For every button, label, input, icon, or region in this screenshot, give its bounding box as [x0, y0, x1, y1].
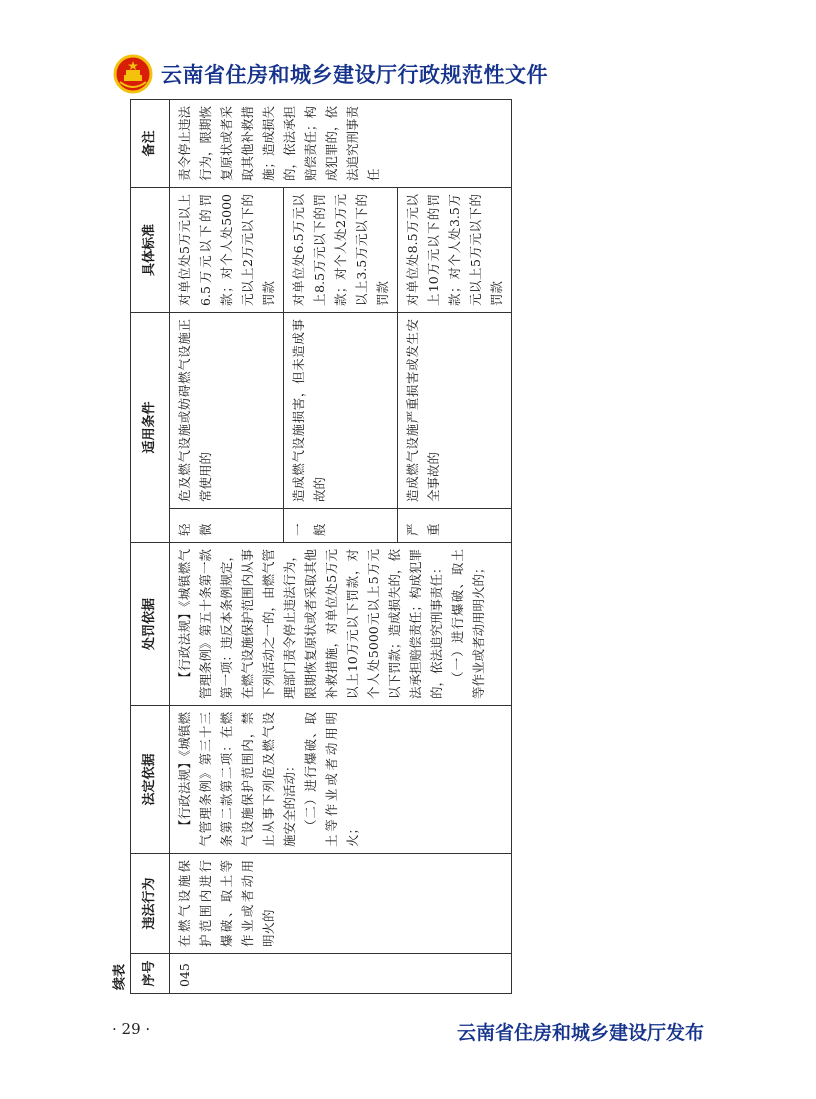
continued-label: 续表: [112, 963, 128, 991]
condition-severe: 造成燃气设施严重损害或发生安全事故的: [398, 312, 512, 508]
standard-general: 对单位处6.5万元以上8.5万元以下的罚款；对个人处2万元以上3.5万元以下的罚款: [284, 187, 398, 312]
table-row: [170, 99, 284, 993]
column-header-remarks: 备注: [131, 99, 170, 187]
condition-minor: 危及燃气设施或妨碍燃气设施正常使用的: [170, 312, 284, 508]
penalty-table-frame: [130, 100, 504, 994]
violation-cell: 在燃气设施保护范围内进行爆破、取土等作业或者动用明火的: [170, 854, 512, 954]
row-number: 045: [170, 954, 512, 994]
penalty-table-rotated: [130, 100, 504, 994]
column-header-standard: 具体标准: [131, 187, 170, 312]
level-general: 一般: [284, 509, 398, 543]
legal-basis-sub: （二）进行爆破、取土等作业或者动用明火；: [303, 712, 360, 847]
column-header-violation: 违法行为: [131, 854, 170, 954]
standard-severe: 对单位处8.5万元以上10万元以下的罚款；对个人处3.5万元以上5万元以下的罚款: [398, 187, 512, 312]
column-header-penalty-basis: 处罚依据: [131, 543, 170, 706]
table-header-row: [131, 99, 170, 993]
column-header-legal-basis: 法定依据: [131, 706, 170, 854]
remarks-cell: 责令停止违法行为，限期恢复原状或者采取其他补救措施；造成损失的，依法承担赔偿责任；构成犯罪的，依法追究刑事责任: [170, 99, 512, 187]
publisher-footer: 云南省住房和城乡建设厅发布: [456, 1022, 704, 1044]
column-header-index: 序号: [131, 954, 170, 994]
header-title: 云南省住房和城乡建设厅行政规范性文件: [161, 63, 548, 87]
page-number: · 29 ·: [112, 1020, 151, 1038]
penalty-basis-cell: [170, 543, 512, 706]
level-minor: 轻微: [170, 509, 284, 543]
column-header-condition: 适用条件: [131, 312, 170, 542]
legal-basis-main: 【行政法规】《城镇燃气管理条例》第三十三条第二款第二项：在燃气设施保护范围内，禁止从事下列危及燃气设施安全的活动：: [177, 712, 297, 847]
legal-basis-cell: [170, 706, 512, 854]
national-emblem-icon: [113, 54, 153, 94]
condition-general: 造成燃气设施损害，但未造成事故的: [284, 312, 398, 508]
level-severe: 严重: [398, 509, 512, 543]
penalty-basis-sub: （一）进行爆破、取土等作业或者动用明火的；: [450, 549, 486, 699]
penalty-table: [130, 99, 512, 994]
penalty-basis-main: 【行政法规】《城镇燃气管理条例》第五十条第一款第一项：违反本条例规定，在燃气设施保护范围内从事下列活动之一的，由燃气管理部门责令停止违法行为，限期恢复原状或者采取其他补救措施，对单位处5万元以上10万元以下罚款，对个人处5000元以上5万元以下罚款；造成损失的，依法承担赔偿责任；构成犯罪的，依法追究刑事责任：: [177, 548, 444, 699]
page-header: [113, 52, 548, 96]
standard-minor: 对单位处5万元以上6.5万元以下的罚款；对个人处5000元以上2万元以下的罚款: [170, 187, 284, 312]
